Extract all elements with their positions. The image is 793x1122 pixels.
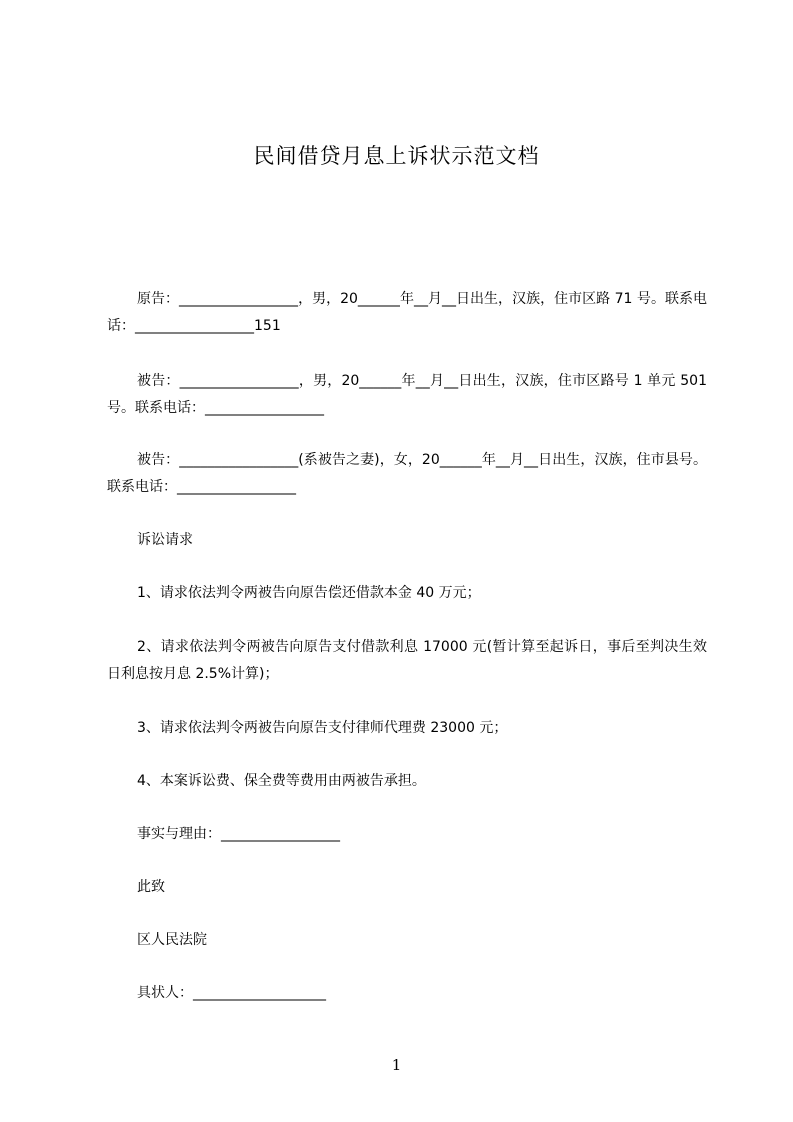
plaintiff-paragraph: 原告：_________________，男，20______年__月__日出生，汉族，住市区路 71 号。联系电话：_________________151: [107, 291, 707, 334]
claim-3: 3、请求依法判令两被告向原告支付律师代理费 23000 元；: [137, 720, 508, 736]
claim-2: 2、请求依法判令两被告向原告支付借款利息 17000 元(暂计算至起诉日，事后至判决生效日利息按月息 2.5%计算)；: [107, 639, 707, 682]
facts-and-reasons: 事实与理由：_________________: [137, 826, 340, 842]
signatory-line: 具状人：___________________: [137, 985, 326, 1001]
closing-salutation: 此致: [137, 879, 165, 895]
defendant-2-paragraph: 被告：_________________(系被告之妻)，女，20______年__月__日出生，汉族，住市县号。联系电话：_________________: [107, 452, 707, 495]
claim-1: 1、请求依法判令两被告向原告偿还借款本金 40 万元；: [137, 585, 481, 601]
defendant-1-paragraph: 被告：_________________，男，20______年__月__日出生，汉族，住市区路号 1 单元 501 号。联系电话：_________________: [107, 373, 707, 416]
court-name: 区人民法院: [137, 932, 207, 948]
claim-4: 4、本案诉讼费、保全费等费用由两被告承担。: [137, 773, 426, 789]
claims-heading: 诉讼请求: [137, 532, 193, 548]
page-number: 1: [391, 1056, 402, 1074]
document-title: 民间借贷月息上诉状示范文档: [253, 144, 540, 168]
